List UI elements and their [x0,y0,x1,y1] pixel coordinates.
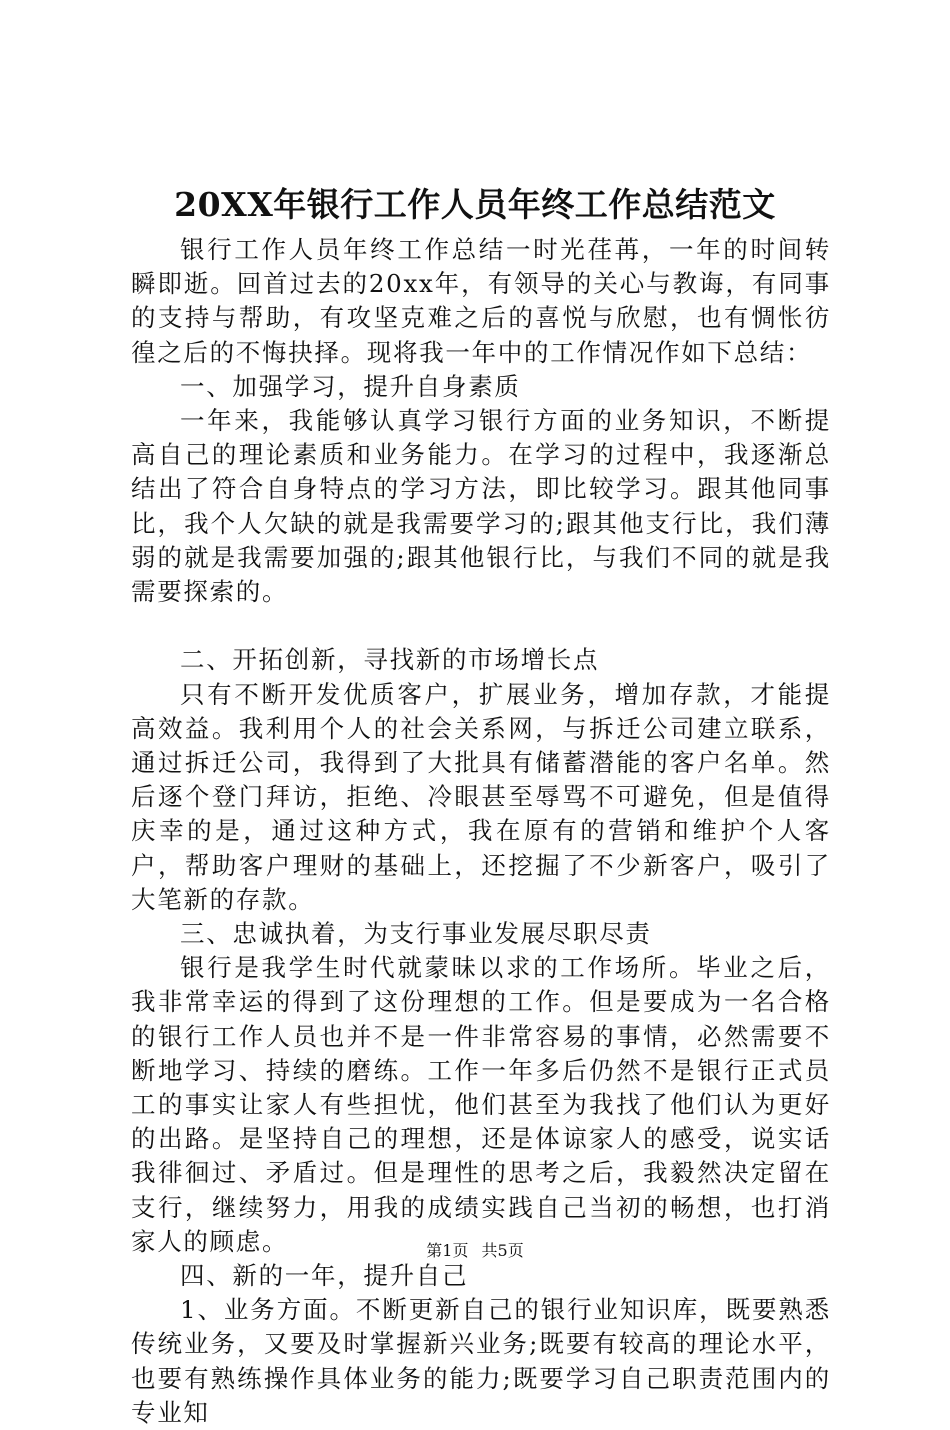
section-heading-2: 二、开拓创新，寻找新的市场增长点 [180,645,600,675]
page-footer [0,1240,950,1262]
page-number: 第1页 [426,1241,469,1260]
paragraph-spacer [131,609,831,643]
section-heading-4: 四、新的一年，提升自己 [180,1261,469,1291]
section-heading-3: 三、忠诚执着，为支行事业发展尽职尽责 [180,919,652,949]
section-2-paragraph: 只有不断开发优质客户，扩展业务，增加存款，才能提高效益。我利用个人的社会关系网，与拆迁公司建立联系，通过拆迁公司，我得到了大批具有储蓄潜能的客户名单。然后逐个登门拜访，拒绝、冷眼甚至辱骂不可避免，但是值得庆幸的是，通过这种方式，我在原有的营销和维护个人客户，帮助客户理财的基础上，还挖掘了不少新客户，吸引了大笔新的存款。 [131,679,831,914]
intro-paragraph: 银行工作人员年终工作总结一时光荏苒，一年的时间转瞬即逝。回首过去的20xx年，有领导的关心与教诲，有同事的支持与帮助，有攻坚克难之后的喜悦与欣慰，也有惆怅彷徨之后的不悔抉择。现将我一年中的工作情况作如下总结： [131,235,831,367]
section-1-paragraph: 一年来，我能够认真学习银行方面的业务知识，不断提高自己的理论素质和业务能力。在学习的过程中，我逐渐总结出了符合自身特点的学习方法，即比较学习。跟其他同事比，我个人欠缺的就是我需要学习的;跟其他支行比，我们薄弱的就是我需要加强的;跟其他银行比，与我们不同的就是我需要探索的。 [131,406,831,607]
section-3-paragraph: 银行是我学生时代就蒙昧以求的工作场所。毕业之后，我非常幸运的得到了这份理想的工作。但是要成为一名合格的银行工作人员也并不是一件非常容易的事情，必然需要不断地学习、持续的磨练。工作一年多后仍然不是银行正式员工的事实让家人有些担忧，他们甚至为我找了他们认为更好的出路。是坚持自己的理想，还是体谅家人的感受，说实话我徘徊过、矛盾过。但是理性的思考之后，我毅然决定留在支行，继续努力，用我的成绩实践自己当初的畅想，也打消家人的顾虑。 [131,953,831,1256]
section-heading-1: 一、加强学习，提升自身素质 [180,371,521,401]
page-total: 共5页 [481,1241,524,1260]
document-title: 20XX年银行工作人员年终工作总结范文 [174,185,776,224]
section-4-paragraph: 1、业务方面。不断更新自己的银行业知识库，既要熟悉传统业务，又要及时掌握新兴业务;既要有较高的理论水平，也要有熟练操作具体业务的能力;既要学习自己职责范围内的专业知 [131,1295,831,1427]
